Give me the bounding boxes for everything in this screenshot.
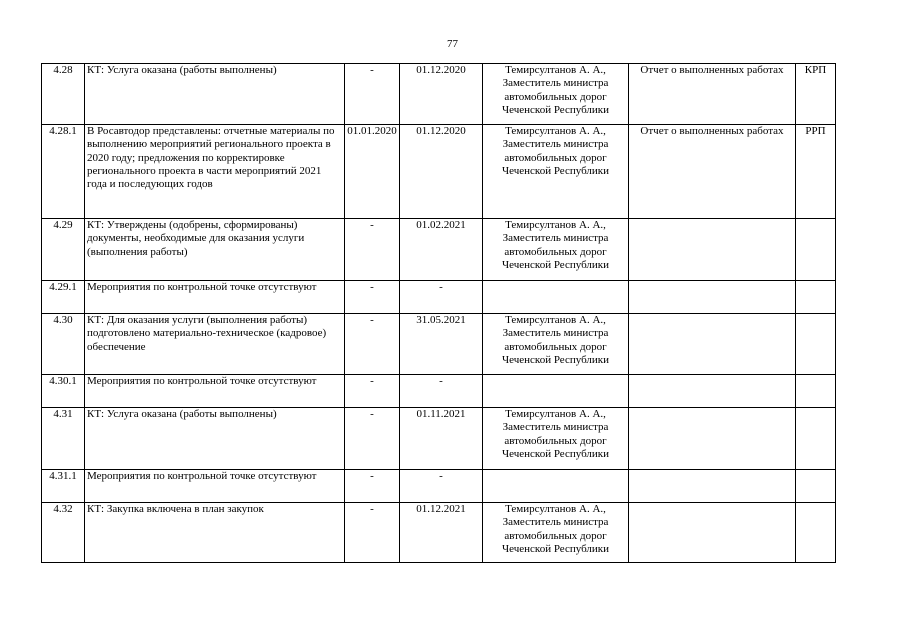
responsible-person: Темирсултанов А. А., Заместитель министра автомобильных дорог Чеченской Республики	[483, 314, 629, 375]
end-date: -	[400, 375, 483, 408]
event-name: КТ: Закупка включена в план закупок	[85, 503, 345, 563]
table-row	[42, 281, 836, 314]
start-date: -	[345, 64, 400, 125]
end-date: 01.02.2021	[400, 219, 483, 281]
result-document	[629, 503, 796, 563]
result-document	[629, 375, 796, 408]
result-document: Отчет о выполненных работах	[629, 125, 796, 219]
row-number: 4.28.1	[42, 125, 85, 219]
control-level	[796, 219, 836, 281]
responsible-person: Темирсултанов А. А., Заместитель министра автомобильных дорог Чеченской Республики	[483, 64, 629, 125]
responsible-person: Темирсултанов А. А., Заместитель министра автомобильных дорог Чеченской Республики	[483, 408, 629, 470]
table-row	[42, 64, 836, 125]
control-level	[796, 408, 836, 470]
table-row	[42, 314, 836, 375]
event-name: КТ: Для оказания услуги (выполнения работы) подготовлено материально-техническое (кадровое) обеспечение	[85, 314, 345, 375]
end-date: -	[400, 281, 483, 314]
control-level	[796, 470, 836, 503]
control-level	[796, 503, 836, 563]
table-row	[42, 125, 836, 219]
table-row	[42, 470, 836, 503]
end-date: 01.12.2020	[400, 125, 483, 219]
event-name: В Росавтодор представлены: отчетные материалы по выполнению мероприятий регионального проекта в 2020 году; предложения по корректировке регионального проекта в части мероприятий 2021 года и последующих годов	[85, 125, 345, 219]
end-date: 01.11.2021	[400, 408, 483, 470]
row-number: 4.30.1	[42, 375, 85, 408]
event-name: КТ: Услуга оказана (работы выполнены)	[85, 64, 345, 125]
responsible-person	[483, 281, 629, 314]
end-date: 01.12.2021	[400, 503, 483, 563]
start-date: -	[345, 470, 400, 503]
project-plan-table	[41, 63, 836, 563]
row-number: 4.31	[42, 408, 85, 470]
table-row	[42, 503, 836, 563]
table-row	[42, 408, 836, 470]
end-date: -	[400, 470, 483, 503]
result-document	[629, 219, 796, 281]
event-name: КТ: Утверждены (одобрены, сформированы) документы, необходимые для оказания услуги (выполнения работы)	[85, 219, 345, 281]
control-level: КРП	[796, 64, 836, 125]
control-level	[796, 314, 836, 375]
event-name: Мероприятия по контрольной точке отсутствуют	[85, 281, 345, 314]
row-number: 4.29	[42, 219, 85, 281]
responsible-person: Темирсултанов А. А., Заместитель министра автомобильных дорог Чеченской Республики	[483, 219, 629, 281]
responsible-person: Темирсултанов А. А., Заместитель министра автомобильных дорог Чеченской Республики	[483, 125, 629, 219]
result-document	[629, 470, 796, 503]
start-date: -	[345, 281, 400, 314]
result-document	[629, 314, 796, 375]
page-number: 77	[447, 38, 458, 50]
responsible-person: Темирсултанов А. А., Заместитель министра автомобильных дорог Чеченской Республики	[483, 503, 629, 563]
event-name: Мероприятия по контрольной точке отсутствуют	[85, 375, 345, 408]
responsible-person	[483, 470, 629, 503]
result-document	[629, 408, 796, 470]
start-date: -	[345, 219, 400, 281]
event-name: Мероприятия по контрольной точке отсутствуют	[85, 470, 345, 503]
row-number: 4.29.1	[42, 281, 85, 314]
end-date: 31.05.2021	[400, 314, 483, 375]
start-date: 01.01.2020	[345, 125, 400, 219]
row-number: 4.32	[42, 503, 85, 563]
control-level	[796, 281, 836, 314]
row-number: 4.31.1	[42, 470, 85, 503]
table-row	[42, 375, 836, 408]
control-level	[796, 375, 836, 408]
end-date: 01.12.2020	[400, 64, 483, 125]
responsible-person	[483, 375, 629, 408]
control-level: РРП	[796, 125, 836, 219]
event-name: КТ: Услуга оказана (работы выполнены)	[85, 408, 345, 470]
result-document: Отчет о выполненных работах	[629, 64, 796, 125]
row-number: 4.28	[42, 64, 85, 125]
result-document	[629, 281, 796, 314]
start-date: -	[345, 503, 400, 563]
row-number: 4.30	[42, 314, 85, 375]
start-date: -	[345, 314, 400, 375]
start-date: -	[345, 375, 400, 408]
table-row	[42, 219, 836, 281]
start-date: -	[345, 408, 400, 470]
